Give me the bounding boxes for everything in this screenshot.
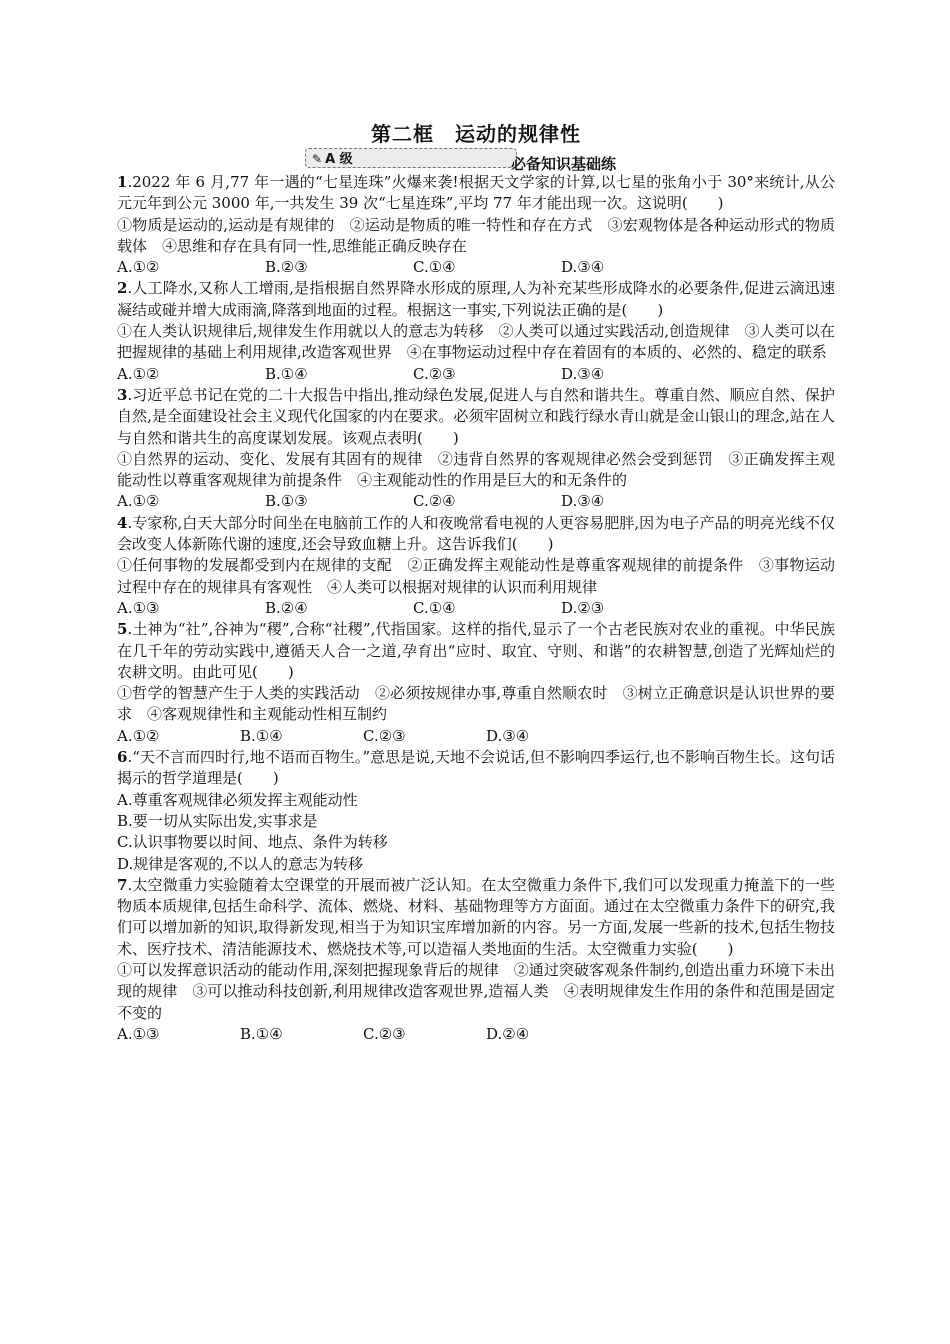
answer-option[interactable]: D.②④	[486, 1024, 530, 1043]
answer-option[interactable]: B.①③	[265, 492, 308, 511]
answer-option[interactable]: C.②③	[413, 364, 456, 383]
answer-option[interactable]: C.①④	[413, 598, 456, 617]
answer-option[interactable]: C.认识事物要以时间、地点、条件为转移	[117, 833, 388, 852]
answer-option[interactable]: D.③④	[561, 364, 605, 383]
answer-options	[117, 726, 835, 747]
question-7	[117, 875, 835, 1045]
question-text: .“天不言而四时行,地不语而百物生。”意思是说,天地不会说话,但不影响四季运行,也不影响百物生长。这句话揭示的哲学道理是( )	[117, 748, 835, 788]
question-number: 7	[117, 875, 128, 894]
answer-option[interactable]: A.①③	[117, 1024, 160, 1043]
answer-option[interactable]: A.①②	[117, 258, 160, 277]
question-number: 6	[117, 748, 128, 767]
question-statements: ①可以发挥意识活动的能动作用,深刻把握现象背后的规律 ②通过突破客观条件制约,创造出重力环境下未出现的规律 ③可以推动科技创新,利用规律改造客观世界,造福人类 ④表明规律发生作用的条件和范围是固定不变的	[117, 960, 835, 1022]
question-text: .土神为“社”,谷神为“稷”,合称“社稷”,代指国家。这样的指代,显示了一个古老民族对农业的重视。中华民族在几千年的劳动实践中,遵循天人合一之道,孕育出“应时、取宜、守则、和谐”的农耕智慧,创造了光辉灿烂的农耕文明。由此可见( )	[117, 620, 835, 681]
question-text: .专家称,白天大部分时间坐在电脑前工作的人和夜晚常看电视的人更容易肥胖,因为电子产品的明亮光线不仅会改变人体新陈代谢的速度,还会导致血糖上升。这告诉我们( )	[117, 513, 835, 554]
answer-option[interactable]: D.③④	[561, 492, 605, 511]
question-text: .2022 年 6 月,77 年一遇的“七星连珠”火爆来袭!根据天文学家的计算,以七星的张角小于 30°来统计,从公元元年到公元 3000 年,一共发生 39 次“七星连珠”,平均 77 年才能出现一次。这说明( )	[117, 173, 835, 213]
answer-option[interactable]: C.②④	[413, 492, 456, 511]
question-4	[117, 513, 835, 619]
question-number: 2	[117, 279, 128, 298]
answer-option[interactable]: C.②③	[363, 726, 406, 745]
answer-options	[117, 364, 835, 385]
question-statements: ①物质是运动的,运动是有规律的 ②运动是物质的唯一特性和存在方式 ③宏观物体是各种运动形式的物质载体 ④思维和存在具有同一性,思维能正确反映存在	[117, 215, 835, 255]
answer-option[interactable]: A.①③	[117, 598, 160, 617]
question-text: .太空微重力实验随着太空课堂的开展而被广泛认知。在太空微重力条件下,我们可以发现重力掩盖下的一些物质本质规律,包括生命科学、流体、燃烧、材料、基础物理等方方面面。通过在太空微重力条件下的研究,我们可以增加新的知识,取得新发现,相当于为知识宝库增加新的内容。另一方面,发展一些新的技术,包括生物技术、医疗技术、清洁能源技术、燃烧技术等,可以造福人类地面的生活。太空微重力实验( )	[117, 875, 835, 958]
section-title: 必备知识基础练	[511, 155, 617, 173]
question-6	[117, 747, 835, 875]
question-text: .人工降水,又称人工增雨,是指根据自然界降水形成的原理,人为补充某些形成降水的必要条件,促进云滴迅速凝结或碰并增大成雨滴,降落到地面的过程。根据这一事实,下列说法正确的是( )	[117, 279, 835, 319]
question-list	[117, 172, 835, 1045]
answer-option[interactable]: B.②④	[265, 598, 308, 617]
answer-option[interactable]: A.①②	[117, 492, 160, 511]
level-label: A 级	[325, 152, 353, 167]
answer-option[interactable]: D.③④	[561, 258, 605, 277]
question-statements: ①在人类认识规律后,规律发生作用就以人的意志为转移 ②人类可以通过实践活动,创造规律 ③人类可以在把握规律的基础上利用规律,改造客观世界 ④在事物运动过程中存在着固有的本质的、必然的、稳定的联系	[117, 322, 835, 362]
answer-option[interactable]: B.①④	[240, 1024, 283, 1043]
answer-options	[117, 790, 835, 875]
answer-options	[117, 1024, 835, 1045]
answer-option[interactable]: B.①④	[265, 364, 308, 383]
answer-option[interactable]: D.规律是客观的,不以人的意志为转移	[117, 854, 364, 873]
answer-option[interactable]: D.②③	[561, 598, 605, 617]
question-3	[117, 385, 835, 513]
document-page	[117, 120, 835, 1045]
question-stem	[117, 875, 835, 960]
question-statements: ①任何事物的发展都受到内在规律的支配 ②正确发挥主观能动性是尊重客观规律的前提条件 ③事物运动过程中存在的规律具有客观性 ④人类可以根据对规律的认识而利用规律	[117, 556, 835, 596]
answer-option[interactable]: A.尊重客观规律必须发挥主观能动性	[117, 790, 358, 809]
answer-option[interactable]: D.③④	[486, 726, 530, 745]
question-number: 3	[117, 385, 128, 404]
answer-options	[117, 491, 835, 512]
question-stem	[117, 278, 835, 321]
section-header	[117, 148, 835, 172]
level-badge	[305, 148, 517, 168]
question-statements: ①哲学的智慧产生于人类的实践活动 ②必须按规律办事,尊重自然顺农时 ③树立正确意识是认识世界的要求 ④客观规律性和主观能动性相互制约	[117, 684, 835, 724]
question-stem	[117, 619, 835, 683]
answer-options	[117, 257, 835, 278]
answer-option[interactable]: B.①④	[240, 726, 283, 745]
answer-option[interactable]: A.①②	[117, 726, 160, 745]
question-stem	[117, 747, 835, 790]
question-stem	[117, 513, 835, 556]
question-stem	[117, 172, 835, 215]
lesson-title: 第二框 运动的规律性	[371, 122, 581, 146]
question-2	[117, 278, 835, 384]
answer-option[interactable]: B.要一切从实际出发,实事求是	[117, 811, 318, 830]
answer-option[interactable]: A.①②	[117, 364, 160, 383]
question-text: .习近平总书记在党的二十大报告中指出,推动绿色发展,促进人与自然和谐共生。尊重自然、顺应自然、保护自然,是全面建设社会主义现代化国家的内在要求。必须牢固树立和践行绿水青山就是金山银山的理念,站在人与自然和谐共生的高度谋划发展。该观点表明( )	[117, 385, 835, 447]
question-statements: ①自然界的运动、变化、发展有其固有的规律 ②违背自然界的客观规律必然会受到惩罚 ③正确发挥主观能动性以尊重客观规律为前提条件 ④主观能动性的作用是巨大的和无条件的	[117, 449, 835, 490]
answer-option[interactable]: C.②③	[363, 1024, 406, 1043]
answer-option[interactable]: B.②③	[265, 258, 308, 277]
question-number: 5	[117, 620, 128, 639]
question-1	[117, 172, 835, 278]
question-stem	[117, 385, 835, 449]
answer-option[interactable]: C.①④	[413, 258, 456, 277]
pencil-icon: ✎	[312, 152, 323, 166]
answer-options	[117, 598, 835, 619]
question-number: 1	[117, 173, 128, 191]
question-number: 4	[117, 513, 128, 532]
question-5	[117, 619, 835, 747]
